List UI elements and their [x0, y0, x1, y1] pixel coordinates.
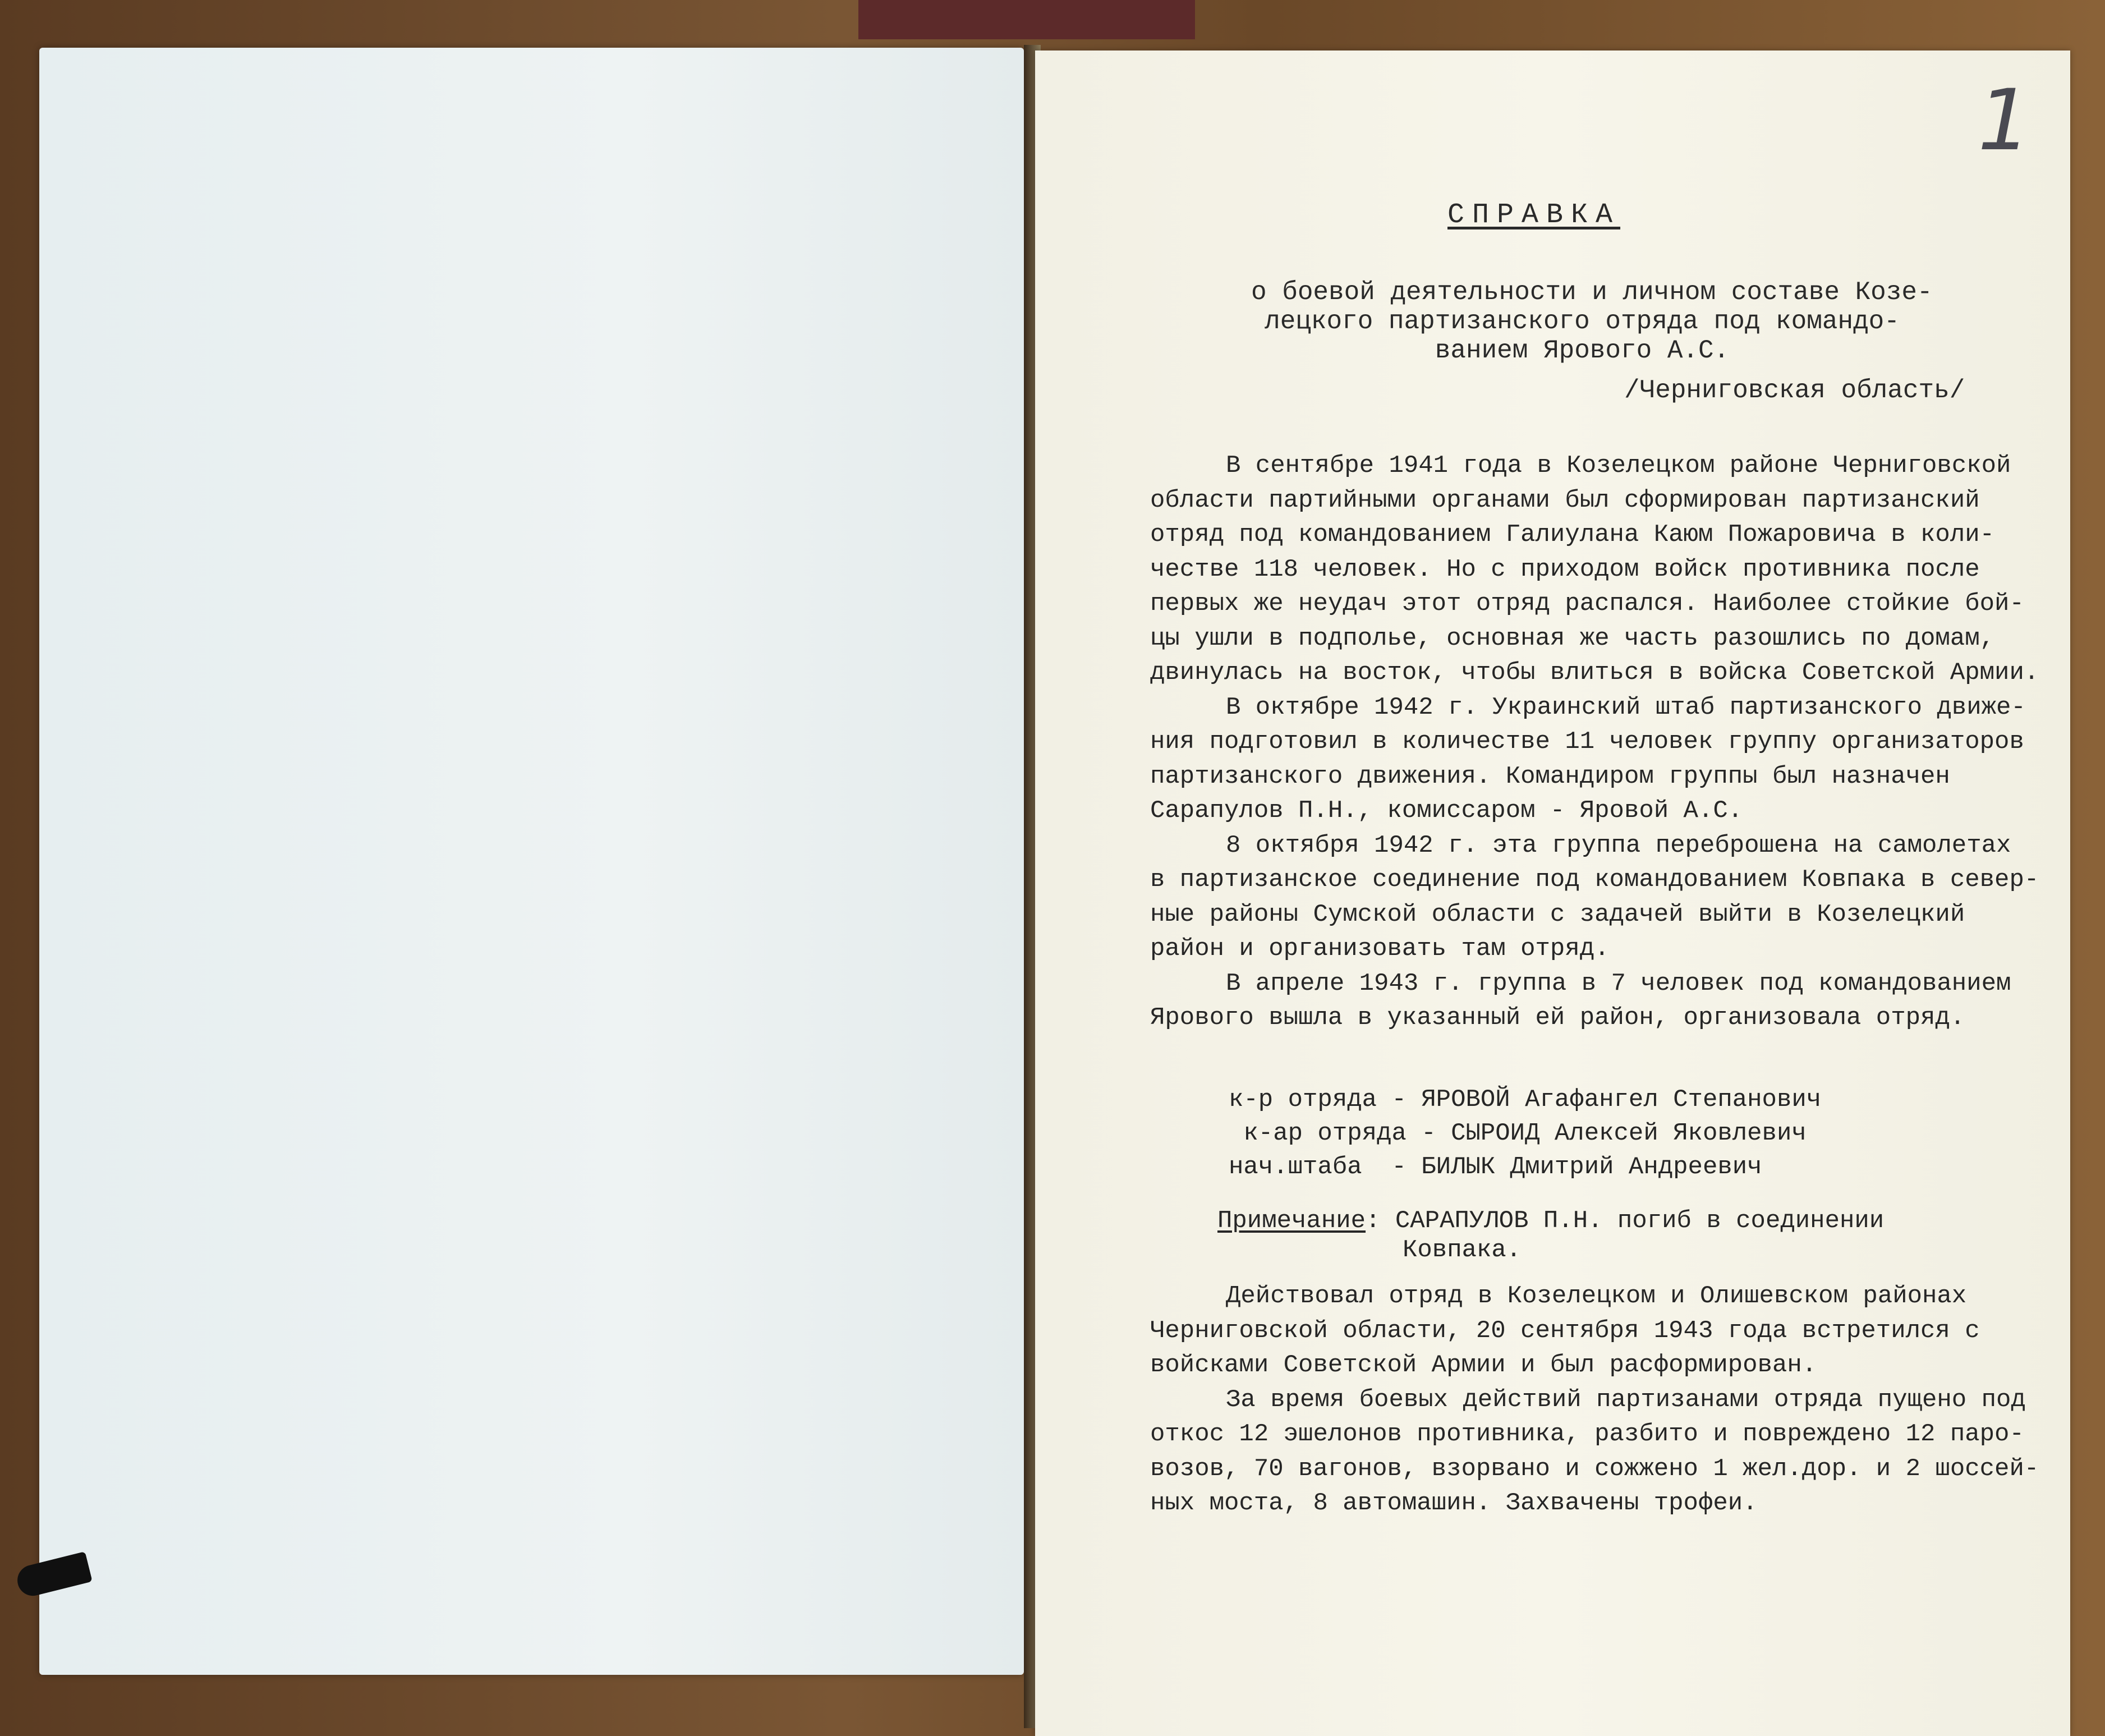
note-label: Примечание [1217, 1207, 1366, 1235]
text-line: первых же неудач этот отряд распался. Наиболее стойкие бой- [1150, 590, 2024, 618]
subtitle-line: о боевой деятельности и личном составе Козе- [1251, 278, 1933, 307]
region-label: /Черниговская область/ [1624, 376, 1965, 405]
document-title: СПРАВКА [1447, 199, 1621, 231]
folio-number: 1 [1978, 72, 2032, 169]
text-line: в партизанское соединение под командованием Ковпака в север- [1150, 866, 2039, 894]
text-line: В сентябре 1941 года в Козелецком районе Черниговской [1226, 452, 2011, 480]
left-blank-page [39, 48, 1024, 1675]
body-text-block-1 [1150, 449, 2039, 1036]
text-line: области партийными органами был сформирован партизанский [1150, 486, 1980, 515]
folder-binding [858, 0, 1195, 39]
subtitle-line: ванием Ярового А.С. [1435, 336, 1730, 365]
text-line: В апреле 1943 г. группа в 7 человек под командованием [1226, 969, 2011, 998]
subtitle-line: лецкого партизанского отряда под командо- [1265, 307, 1900, 336]
text-line: войсками Советской Армии и был расформирован. [1150, 1351, 1817, 1379]
staff-line-chief-of-staff: нач.штаба - БИЛЫК Дмитрий Андреевич [1229, 1153, 1762, 1181]
text-line: За время боевых действий партизанами отряда пущено под [1226, 1385, 2026, 1414]
text-line: партизанского движения. Командиром группы был назначен [1150, 762, 1950, 791]
text-line: район и организовать там отряд. [1150, 935, 1610, 963]
staff-list [1229, 1083, 1930, 1184]
text-line: 8 октября 1942 г. эта группа переброшена на самолетах [1226, 831, 2011, 860]
text-line: двинулась на восток, чтобы влиться в войска Советской Армии. [1150, 659, 2039, 687]
body-text-block-2 [1150, 1279, 2039, 1521]
text-line: отряд под командованием Галиулана Каюм Пожаровича в коли- [1150, 521, 1995, 549]
note-block [1217, 1206, 1919, 1265]
text-line: цы ушли в подполье, основная же часть разошлись по домам, [1150, 624, 1995, 653]
text-line: возов, 70 вагонов, взорвано и сожжено 1 жел.дор. и 2 шоссей- [1150, 1454, 2039, 1483]
text-line: Сарапулов П.Н., комиссаром - Яровой А.С. [1150, 797, 1743, 825]
text-line: Действовал отряд в Козелецком и Олишевском районах [1226, 1282, 1967, 1310]
text-line: честве 118 человек. Но с приходом войск противника после [1150, 555, 1980, 584]
text-line: ных моста, 8 автомашин. Захвачены трофеи. [1150, 1489, 1758, 1517]
text-line: В октябре 1942 г. Украинский штаб партизанского движе- [1226, 693, 2026, 722]
text-line: ные районы Сумской области с задачей выйти в Козелецкий [1150, 900, 1965, 929]
text-line: откос 12 эшелонов противника, разбито и повреждено 12 паро- [1150, 1420, 2024, 1448]
note-continuation: Ковпака. [1403, 1236, 1522, 1264]
text-line: ния подготовил в количестве 11 человек группу организаторов [1150, 728, 2024, 756]
note-text: : САРАПУЛОВ П.Н. погиб в соединении [1366, 1207, 1885, 1235]
staff-line-commander: к-р отряда - ЯРОВОЙ Агафангел Степанович [1229, 1086, 1822, 1114]
text-line: Ярового вышла в указанный ей район, организовала отряд. [1150, 1004, 1965, 1032]
text-line: Черниговской области, 20 сентября 1943 года встретился с [1150, 1316, 1980, 1345]
document-subtitle [1251, 278, 1933, 365]
staff-line-commissar: к-ар отряда - СЫРОИД Алексей Яковлевич [1229, 1119, 1807, 1147]
